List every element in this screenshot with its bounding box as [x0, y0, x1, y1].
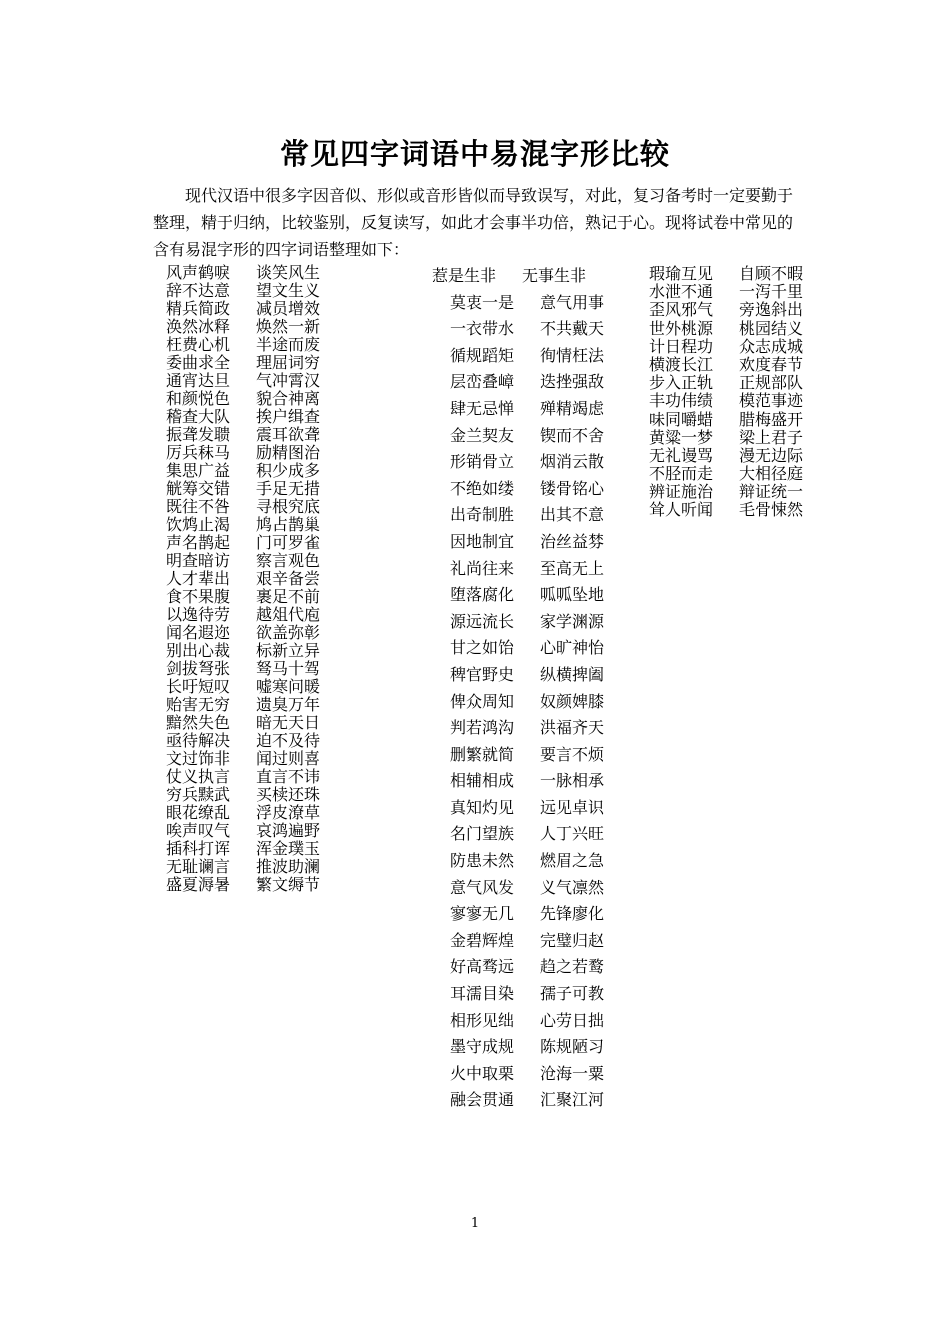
idiom: 耳濡目染: [450, 984, 515, 1004]
idiom: 毛骨悚然: [739, 500, 804, 520]
idiom: 无事生非: [522, 266, 587, 285]
idiom: 源远流长: [450, 611, 515, 631]
idiom: 涣然冰释: [166, 317, 231, 336]
word-pair-row: [649, 501, 803, 519]
idiom: 一衣带水: [450, 319, 515, 339]
word-pair-row: [166, 534, 320, 552]
idiom: 门可罗雀: [256, 533, 321, 552]
word-pair-row: [649, 374, 803, 392]
idiom: 义气凛然: [540, 877, 605, 897]
idiom: 亟待解决: [166, 731, 231, 750]
idiom: 稽查大队: [166, 407, 231, 426]
word-pair-row: [649, 411, 803, 429]
idiom: 徇情枉法: [540, 345, 605, 365]
idiom: 完璧归赵: [540, 930, 605, 950]
word-pair-row: [432, 954, 604, 981]
word-pair-row: [649, 320, 803, 338]
idiom: 标新立异: [256, 641, 321, 660]
word-pair-row: [432, 715, 604, 742]
idiom: 嘘寒问暖: [256, 677, 321, 696]
word-pair-row: [432, 556, 604, 583]
idiom: 耸人听闻: [649, 500, 714, 520]
word-pair-row: [166, 678, 320, 696]
idiom: 欲盖弥彰: [256, 623, 321, 642]
idiom: 望文生义: [256, 281, 321, 300]
idiom: 辨证施治: [649, 482, 714, 502]
idiom: 墨守成规: [450, 1037, 515, 1057]
idiom: 横渡长江: [649, 354, 714, 374]
word-pair-row: [649, 356, 803, 374]
idiom: 鸠占鹊巢: [256, 515, 321, 534]
idiom: 闻名遐迩: [166, 623, 231, 642]
idiom: 真知灼见: [450, 797, 515, 817]
idiom: 盛夏溽暑: [166, 875, 231, 894]
word-pair-row: [432, 582, 604, 609]
idiom: 呱呱坠地: [540, 585, 605, 605]
word-pair-row: [432, 476, 604, 503]
idiom: 大相径庭: [739, 464, 804, 484]
word-pair-row: [649, 265, 803, 283]
idiom: 迭挫强敌: [540, 372, 605, 392]
idiom: 一泻千里: [739, 282, 804, 302]
idiom: 长吁短叹: [166, 677, 231, 696]
idiom: 贻害无穷: [166, 695, 231, 714]
idiom: 遗臭万年: [256, 695, 321, 714]
word-pair-row: [166, 480, 320, 498]
idiom: 文过饰非: [166, 749, 231, 768]
idiom: 锲而不舍: [540, 425, 605, 445]
idiom: 驽马十驾: [256, 659, 321, 678]
idiom: 远见卓识: [540, 797, 605, 817]
word-pair-row: [166, 714, 320, 732]
idiom: 烟消云散: [540, 452, 605, 472]
idiom: 孺子可教: [540, 984, 605, 1004]
word-pair-row: [649, 338, 803, 356]
idiom: 甘之如饴: [450, 638, 515, 658]
word-pair-row: [432, 396, 604, 423]
page-number: 1: [470, 1216, 480, 1231]
word-pair-row: [166, 804, 320, 822]
idiom: 形销骨立: [450, 452, 515, 472]
word-pair-row: [649, 392, 803, 410]
idiom: 要言不烦: [540, 744, 605, 764]
idiom: 浑金璞玉: [256, 839, 321, 858]
idiom: 辞不达意: [166, 281, 231, 300]
word-pair-row: [166, 462, 320, 480]
word-pair-row: [649, 447, 803, 465]
idiom: 汇聚江河: [540, 1090, 605, 1110]
word-pair-row: [166, 552, 320, 570]
word-pair-row: [166, 858, 320, 876]
idiom: 肆无忌惮: [450, 398, 515, 418]
idiom: 哀鸿遍野: [256, 821, 321, 840]
word-pair-row: [432, 609, 604, 636]
word-pair-row: [166, 498, 320, 516]
idiom: 因地制宜: [450, 531, 515, 551]
word-pair-row: [166, 822, 320, 840]
idiom: 艰辛备尝: [256, 569, 321, 588]
idiom: 插科打诨: [166, 839, 231, 858]
idiom: 意气风发: [450, 877, 515, 897]
idiom: 歪风邪气: [649, 300, 714, 320]
word-pair-row: [432, 1008, 604, 1035]
idiom: 别出心裁: [166, 641, 231, 660]
idiom: 半途而废: [256, 335, 321, 354]
idiom: 世外桃源: [649, 318, 714, 338]
idiom: 无礼谩骂: [649, 445, 714, 465]
idiom: 燃眉之急: [540, 851, 605, 871]
idiom: 心劳日拙: [540, 1010, 605, 1030]
word-pair-row: [166, 336, 320, 354]
idiom: 手足无措: [256, 479, 321, 498]
word-pair-row: [432, 1061, 604, 1088]
idiom: 水泄不通: [649, 282, 714, 302]
idiom: 人丁兴旺: [540, 824, 605, 844]
idiom: 谈笑风生: [256, 263, 321, 282]
word-pair-row: [166, 750, 320, 768]
idiom: 沧海一粟: [540, 1063, 605, 1083]
idiom: 不胫而走: [649, 464, 714, 484]
idiom: 模范事迹: [739, 391, 804, 411]
idiom: 欢度春节: [739, 354, 804, 374]
idiom: 瑕瑜互见: [649, 264, 714, 283]
idiom: 俾众周知: [450, 691, 515, 711]
idiom: 察言观色: [256, 551, 321, 570]
idiom: 剑拔弩张: [166, 659, 231, 678]
idiom: 趋之若鹜: [540, 957, 605, 977]
idiom: 理屈词穷: [256, 353, 321, 372]
idiom: 人才辈出: [166, 569, 231, 588]
idiom: 心旷神怡: [540, 638, 605, 658]
idiom: 防患未然: [450, 851, 515, 871]
idiom: 集思广益: [166, 461, 231, 480]
word-column-3: [649, 265, 803, 520]
word-pair-row: [432, 901, 604, 928]
idiom: 精兵简政: [166, 299, 231, 318]
idiom: 震耳欲聋: [256, 425, 321, 444]
idiom: 丰功伟绩: [649, 391, 714, 411]
idiom: 名门望族: [450, 824, 515, 844]
word-pair-row: [432, 343, 604, 370]
word-pair-row: [166, 300, 320, 318]
idiom: 繁文缛节: [256, 875, 321, 894]
word-pair-row: [166, 318, 320, 336]
idiom: 既往不咎: [166, 497, 231, 516]
idiom: 和颜悦色: [166, 389, 231, 408]
idiom: 积少成多: [256, 461, 321, 480]
idiom: 好高骛远: [450, 957, 515, 977]
idiom: 唉声叹气: [166, 821, 231, 840]
idiom: 挨户缉查: [256, 407, 321, 426]
idiom: 黯然失色: [166, 713, 231, 732]
idiom: 觥筹交错: [166, 479, 231, 498]
idiom: 气冲霄汉: [256, 371, 321, 390]
idiom: 出奇制胜: [450, 505, 515, 525]
word-pair-row: [166, 696, 320, 714]
idiom: 味同嚼蜡: [649, 409, 714, 429]
idiom: 意气用事: [540, 292, 605, 312]
word-pair-row: [166, 732, 320, 750]
idiom: 声名鹊起: [166, 533, 231, 552]
idiom: 循规蹈矩: [450, 345, 515, 365]
idiom: 越俎代庖: [256, 605, 321, 624]
idiom: 明查暗访: [166, 551, 231, 570]
idiom: 焕然一新: [256, 317, 321, 336]
idiom: 不绝如缕: [450, 478, 515, 498]
idiom: 步入正轨: [649, 373, 714, 393]
word-pair-row: [166, 606, 320, 624]
idiom: 浮皮潦草: [256, 803, 321, 822]
word-pair-row: [432, 449, 604, 476]
idiom: 通宵达旦: [166, 371, 231, 390]
idiom: 食不果腹: [166, 587, 231, 606]
idiom: 正规部队: [739, 373, 804, 393]
word-pair-row: [432, 635, 604, 662]
idiom: 励精图治: [256, 443, 321, 462]
idiom: 堕落腐化: [450, 585, 515, 605]
idiom: 迫不及待: [256, 731, 321, 750]
intro-paragraph: 现代汉语中很多字因音似、形似或音形皆似而导致误写，对此，复习备考时一定要勤于整理，精于归纳，比较鉴别，反复读写，如此才会事半功倍，熟记于心。现将试卷中常见的含有易混字形的四字词语整理如下：: [153, 186, 794, 259]
word-pair-row: [166, 660, 320, 678]
idiom: 枉费心机: [166, 335, 231, 354]
word-pair-row: [166, 426, 320, 444]
idiom: 闻过则喜: [256, 749, 321, 768]
word-pair-row: [166, 282, 320, 300]
word-pair-row: [166, 390, 320, 408]
page-title: 常见四字词语中易混字形比较: [279, 137, 670, 171]
idiom: 治丝益棼: [540, 531, 605, 551]
word-pair-row: [432, 875, 604, 902]
idiom: 莫衷一是: [450, 292, 515, 312]
word-pair-row: [432, 502, 604, 529]
idiom: 桃园结义: [739, 318, 804, 338]
word-pair-row: [432, 848, 604, 875]
idiom: 相形见绌: [450, 1010, 515, 1030]
idiom: 奴颜婢膝: [540, 691, 605, 711]
word-pair-row: [649, 483, 803, 501]
word-pair-row: [166, 372, 320, 390]
idiom: 腊梅盛开: [739, 409, 804, 429]
idiom: 推波助澜: [256, 857, 321, 876]
word-pair-row: [432, 928, 604, 955]
idiom: 融会贯通: [450, 1090, 515, 1110]
word-column-2: [432, 263, 604, 1114]
idiom: 漫无边际: [739, 445, 804, 465]
idiom: 洪福齐天: [540, 718, 605, 738]
word-pair-row: [166, 840, 320, 858]
word-pair-row: [166, 516, 320, 534]
idiom: 委曲求全: [166, 353, 231, 372]
idiom: 礼尚往来: [450, 558, 515, 578]
word-pair-row: [432, 529, 604, 556]
idiom: 黄粱一梦: [649, 427, 714, 447]
idiom: 家学渊源: [540, 611, 605, 631]
idiom: 火中取栗: [450, 1063, 515, 1083]
idiom: 陈规陋习: [540, 1037, 605, 1057]
idiom: 暗无天日: [256, 713, 321, 732]
idiom: 寻根究底: [256, 497, 321, 516]
word-pair-row: [649, 465, 803, 483]
idiom: 金兰契友: [450, 425, 515, 445]
idiom: 不共戴天: [540, 319, 605, 339]
idiom: 寥寥无几: [450, 904, 515, 924]
word-pair-row: [166, 624, 320, 642]
idiom: 层峦叠嶂: [450, 372, 515, 392]
idiom: 无耻谰言: [166, 857, 231, 876]
word-pair-row: [432, 1034, 604, 1061]
idiom: 裹足不前: [256, 587, 321, 606]
idiom: 至高无上: [540, 558, 605, 578]
idiom: 纵横捭阖: [540, 664, 605, 684]
word-pair-row: [432, 316, 604, 343]
idiom: 镂骨铭心: [540, 478, 605, 498]
idiom: 相辅相成: [450, 771, 515, 791]
idiom: 买椟还珠: [256, 785, 321, 804]
idiom: 出其不意: [540, 505, 605, 525]
word-pair-row: [432, 742, 604, 769]
word-pair-row: [166, 642, 320, 660]
word-pair-row: [432, 795, 604, 822]
word-pair-row: [649, 301, 803, 319]
word-pair-row: [432, 423, 604, 450]
idiom: 一脉相承: [540, 771, 605, 791]
word-pair-row: [166, 408, 320, 426]
word-pair-row: [432, 662, 604, 689]
idiom: 先锋廖化: [540, 904, 605, 924]
idiom: 惹是生非: [432, 266, 497, 285]
idiom: 以逸待劳: [166, 605, 231, 624]
idiom: 删繁就简: [450, 744, 515, 764]
word-pair-row: [432, 290, 604, 317]
word-pair-row: [166, 768, 320, 786]
idiom: 自顾不暇: [739, 264, 804, 283]
word-pair-row: [432, 263, 604, 290]
word-pair-row: [432, 689, 604, 716]
word-pair-row: [166, 786, 320, 804]
idiom: 金碧辉煌: [450, 930, 515, 950]
word-pair-row: [432, 369, 604, 396]
word-pair-row: [166, 354, 320, 372]
word-pair-row: [166, 570, 320, 588]
idiom: 稗官野史: [450, 664, 515, 684]
idiom: 穷兵黩武: [166, 785, 231, 804]
word-pair-row: [432, 768, 604, 795]
word-pair-row: [166, 264, 320, 282]
idiom: 众志成城: [739, 336, 804, 356]
idiom: 判若鸿沟: [450, 718, 515, 738]
idiom: 振聋发聩: [166, 425, 231, 444]
idiom: 直言不讳: [256, 767, 321, 786]
word-pair-row: [432, 821, 604, 848]
word-pair-row: [432, 981, 604, 1008]
idiom: 梁上君子: [739, 427, 804, 447]
idiom: 风声鹤唳: [166, 263, 231, 282]
word-column-1: [166, 264, 320, 894]
idiom: 殚精竭虑: [540, 398, 605, 418]
word-pair-row: [166, 444, 320, 462]
idiom: 眼花缭乱: [166, 803, 231, 822]
idiom: 辩证统一: [739, 482, 804, 502]
word-pair-row: [166, 588, 320, 606]
idiom: 减员增效: [256, 299, 321, 318]
idiom: 貌合神离: [256, 389, 321, 408]
idiom: 厉兵秣马: [166, 443, 231, 462]
idiom: 计日程功: [649, 336, 714, 356]
idiom: 仗义执言: [166, 767, 231, 786]
word-pair-row: [649, 283, 803, 301]
idiom: 旁逸斜出: [739, 300, 804, 320]
idiom: 饮鸩止渴: [166, 515, 231, 534]
word-pair-row: [432, 1087, 604, 1114]
word-pair-row: [166, 876, 320, 894]
word-pair-row: [649, 429, 803, 447]
